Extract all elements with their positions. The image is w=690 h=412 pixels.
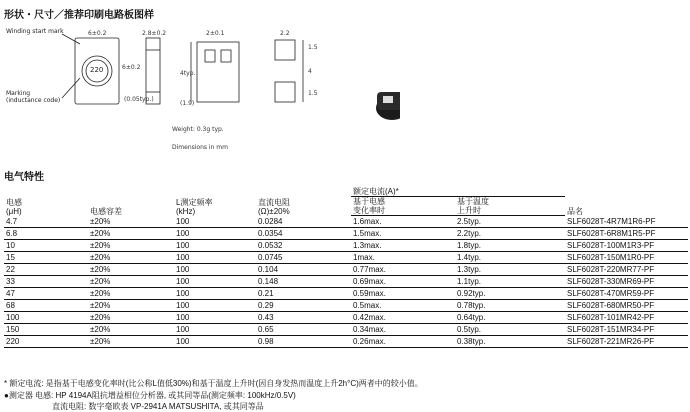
cell-tolerance: ±20%	[88, 252, 174, 264]
dim-side-h: 6±0.2	[122, 64, 141, 71]
cell-freq: 100	[174, 252, 256, 264]
table-row	[4, 216, 688, 228]
cell-rc-temp: 0.38typ.	[455, 336, 565, 348]
cell-dcr: 0.148	[256, 276, 351, 288]
header-rc-temp: 基于温度 上升时	[455, 197, 565, 216]
cell-freq: 100	[174, 216, 256, 228]
table-row	[4, 228, 688, 240]
cell-inductance: 10	[4, 240, 88, 252]
dim-pcb-3: 1.5	[308, 90, 318, 97]
cell-tolerance: ±20%	[88, 228, 174, 240]
cell-tolerance: ±20%	[88, 216, 174, 228]
note-instruments: ●测定器 电感: HP 4194A阻抗增益相位分析器, 或其同等品(测定频率: 100kHz/0.5V)	[4, 391, 296, 400]
cell-part: SLF6028T-6R8M1R5-PF	[565, 228, 688, 240]
cell-dcr: 0.98	[256, 336, 351, 348]
table-row	[4, 324, 688, 336]
cell-inductance: 47	[4, 288, 88, 300]
cell-rc-temp: 1.3typ.	[455, 264, 565, 276]
cell-dcr: 0.29	[256, 300, 351, 312]
cell-part: SLF6028T-150M1R0-PF	[565, 252, 688, 264]
side-view	[146, 38, 160, 104]
cell-inductance: 150	[4, 324, 88, 336]
cell-rc-change: 0.34max.	[351, 324, 455, 336]
note-rated-current: * 额定电流: 是指基于电感变化率时(比公称L值低30%)和基于温度上升时(因自身发热而温度上升2h°C)两者中的较小值。	[4, 379, 423, 388]
dim-thickness: 2.8±0.2	[142, 30, 167, 37]
header-part: 品名	[567, 206, 583, 216]
cell-rc-change: 1.6max.	[351, 216, 455, 228]
product-photo	[376, 92, 400, 120]
cell-rc-change: 1.5max.	[351, 228, 455, 240]
cell-tolerance: ±20%	[88, 288, 174, 300]
cell-rc-temp: 2.2typ.	[455, 228, 565, 240]
table-row	[4, 252, 688, 264]
table-row	[4, 300, 688, 312]
pcb-pattern	[275, 40, 303, 102]
table-row	[4, 240, 688, 252]
cell-dcr: 0.43	[256, 312, 351, 324]
header-dcr: 直流电阻 (Ω)±20%	[258, 197, 290, 216]
cell-rc-temp: 0.64typ.	[455, 312, 565, 324]
cell-freq: 100	[174, 264, 256, 276]
cell-inductance: 220	[4, 336, 88, 348]
dimensions-unit-text: Dimensions in mm	[172, 144, 228, 151]
dim-front-w: 2±0.1	[206, 30, 225, 37]
cell-part: SLF6028T-151MR34-PF	[565, 324, 688, 336]
cell-part: SLF6028T-100M1R3-PF	[565, 240, 688, 252]
table-row	[4, 336, 688, 348]
electrical-table	[4, 185, 688, 348]
cell-tolerance: ±20%	[88, 324, 174, 336]
cell-inductance: 15	[4, 252, 88, 264]
cell-part: SLF6028T-221MR26-PF	[565, 336, 688, 348]
cell-inductance: 68	[4, 300, 88, 312]
cell-rc-change: 0.77max.	[351, 264, 455, 276]
cell-rc-temp: 1.1typ.	[455, 276, 565, 288]
note-dcr-meter: 直流电阻: 数字毫欧表 VP-2941A MATSUSHITA, 或其同等品	[52, 402, 264, 411]
cell-rc-temp: 1.8typ.	[455, 240, 565, 252]
cell-freq: 100	[174, 300, 256, 312]
cell-inductance: 6.8	[4, 228, 88, 240]
cell-rc-temp: 0.5typ.	[455, 324, 565, 336]
cell-dcr: 0.104	[256, 264, 351, 276]
cell-rc-change: 0.26max.	[351, 336, 455, 348]
cell-rc-change: 0.59max.	[351, 288, 455, 300]
cell-tolerance: ±20%	[88, 240, 174, 252]
cell-freq: 100	[174, 228, 256, 240]
cell-inductance: 22	[4, 264, 88, 276]
cell-part: SLF6028T-680MR50-PF	[565, 300, 688, 312]
cell-part: SLF6028T-101MR42-PF	[565, 312, 688, 324]
section-title-shape: 形状・尺寸／推荐印刷电路板图样	[4, 10, 154, 21]
table-header-row-1	[4, 185, 688, 197]
dim-pad-small: (0.05typ.)	[124, 96, 154, 103]
front-view	[191, 42, 239, 102]
header-inductance: 电感 (μH)	[6, 197, 22, 216]
cell-tolerance: ±20%	[88, 336, 174, 348]
table-row	[4, 264, 688, 276]
cell-freq: 100	[174, 324, 256, 336]
cell-dcr: 0.0284	[256, 216, 351, 228]
cell-part: SLF6028T-470MR59-PF	[565, 288, 688, 300]
dim-pcb-2: 4	[308, 68, 312, 75]
dim-front-side: (1.9)	[180, 100, 195, 107]
cell-freq: 100	[174, 336, 256, 348]
cell-part: SLF6028T-4R7M1R6-PF	[565, 216, 688, 228]
marking-label: Marking	[6, 90, 31, 97]
header-tolerance: 电感容差	[90, 206, 122, 216]
cell-freq: 100	[174, 288, 256, 300]
cell-part: SLF6028T-330MR69-PF	[565, 276, 688, 288]
cell-rc-temp: 0.92typ.	[455, 288, 565, 300]
header-freq: L测定频率 (kHz)	[176, 197, 213, 216]
dim-pcb-w: 2.2	[280, 30, 290, 37]
cell-dcr: 0.0354	[256, 228, 351, 240]
cell-inductance: 33	[4, 276, 88, 288]
header-rc-change: 基于电感 变化率时	[351, 197, 455, 216]
marking-sub-label: (inductance code)	[6, 97, 61, 104]
dim-top-width: 6±0.2	[88, 30, 107, 37]
cell-tolerance: ±20%	[88, 312, 174, 324]
cell-dcr: 0.65	[256, 324, 351, 336]
cell-inductance: 100	[4, 312, 88, 324]
cell-part: SLF6028T-220MR77-PF	[565, 264, 688, 276]
cell-inductance: 4.7	[4, 216, 88, 228]
header-rated-current: 额定电流(A)*	[351, 185, 565, 197]
cell-tolerance: ±20%	[88, 300, 174, 312]
cell-tolerance: ±20%	[88, 264, 174, 276]
section-title-electrical: 电气特性	[4, 172, 44, 183]
cell-dcr: 0.0745	[256, 252, 351, 264]
cell-dcr: 0.0532	[256, 240, 351, 252]
cell-rc-temp: 1.4typ.	[455, 252, 565, 264]
cell-rc-change: 0.69max.	[351, 276, 455, 288]
cell-rc-change: 0.42max.	[351, 312, 455, 324]
table-row	[4, 276, 688, 288]
table-row	[4, 312, 688, 324]
cell-rc-change: 0.5max.	[351, 300, 455, 312]
inductance-code: 220	[90, 66, 104, 74]
cell-rc-temp: 2.5typ.	[455, 216, 565, 228]
cell-freq: 100	[174, 312, 256, 324]
cell-rc-temp: 0.78typ.	[455, 300, 565, 312]
dim-front-h: 4typ.	[180, 70, 196, 77]
table-row	[4, 288, 688, 300]
cell-dcr: 0.21	[256, 288, 351, 300]
cell-freq: 100	[174, 240, 256, 252]
cell-freq: 100	[174, 276, 256, 288]
cell-rc-change: 1.3max.	[351, 240, 455, 252]
cell-rc-change: 1max.	[351, 252, 455, 264]
winding-start-label: Winding start mark	[6, 28, 64, 35]
cell-tolerance: ±20%	[88, 276, 174, 288]
weight-text: Weight: 0.3g typ.	[172, 126, 224, 133]
dim-pcb-1: 1.5	[308, 44, 318, 51]
